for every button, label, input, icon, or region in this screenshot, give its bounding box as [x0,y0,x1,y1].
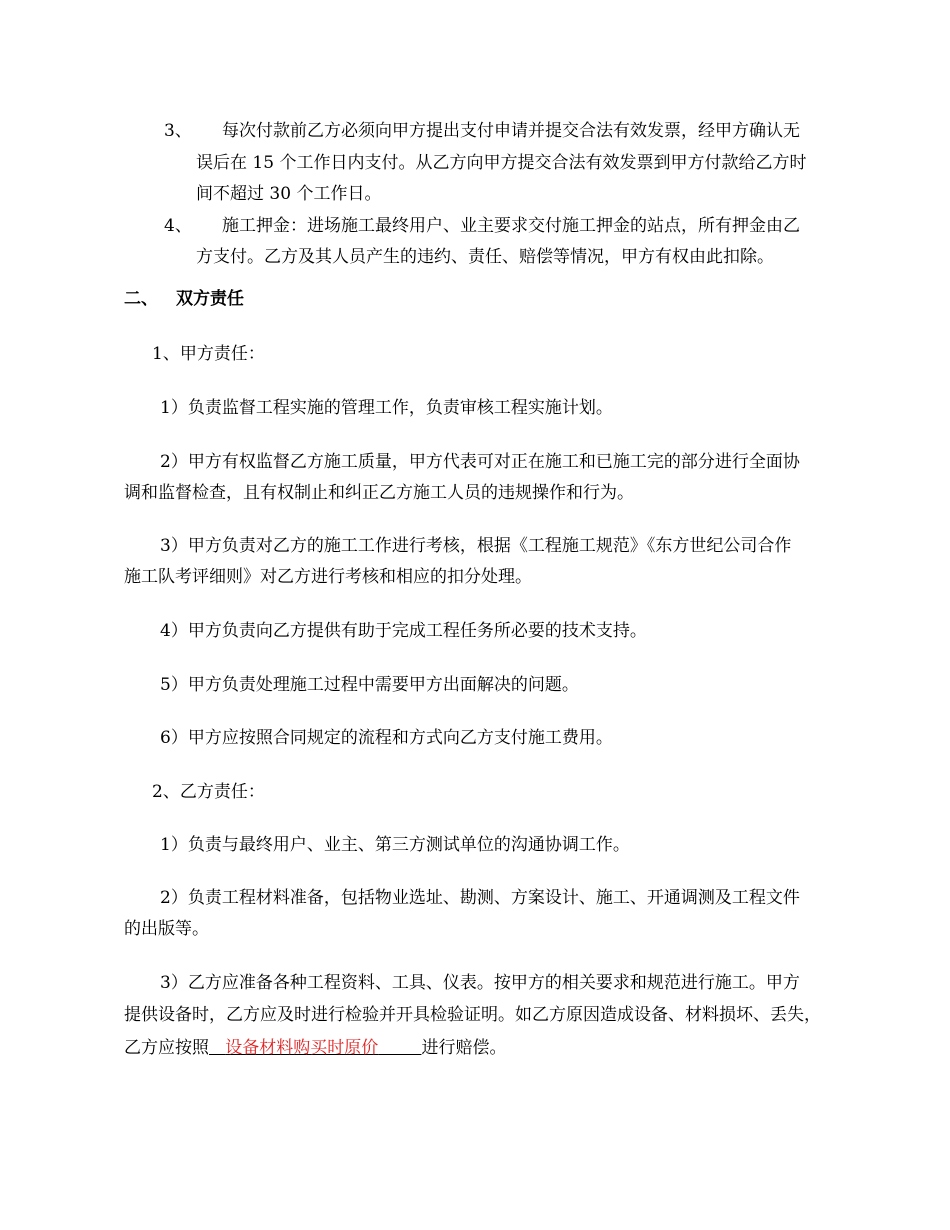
party-a-item-1: 1）负责监督工程实施的管理工作，负责审核工程实施计划。 [160,398,613,418]
clause-4-number: 4、 [164,216,192,236]
party-a-item-6: 6）甲方应按照合同规定的流程和方式向乙方支付施工费用。 [160,728,613,748]
party-a-item-3-line-1: 3）甲方负责对乙方的施工工作进行考核，根据《工程施工规范》《东方世纪公司合作 [160,536,792,556]
clause-4-text-1: 施工押金：进场施工最终用户、业主要求交付施工押金的站点，所有押金由乙 [222,216,800,236]
clause-3-line-1 [164,118,800,144]
fill-in-blank [209,1038,421,1058]
party-a-item-2-line-1: 2）甲方有权监督乙方施工质量，甲方代表可对正在施工和已施工完的部分进行全面协 [160,452,800,472]
party-a-item-4: 4）甲方负责向乙方提供有助于完成工程任务所必要的技术支持。 [160,621,647,641]
party-b-item-1: 1）负责与最终用户、业主、第三方测试单位的沟通协调工作。 [160,835,630,855]
party-b-item-2-line-1: 2）负责工程材料准备，包括物业选址、勘测、方案设计、施工、开通调测及工程文件 [160,888,800,908]
party-b-item-2-line-2: 的出版等。 [124,919,209,939]
party-a-item-2-line-2: 调和监督检查，且有权制止和纠正乙方施工人员的违规操作和行为。 [124,483,634,503]
party-b-item-3-prefix: 乙方应按照 [124,1038,209,1058]
party-a-heading: 1、甲方责任： [152,344,265,364]
party-a-item-5: 5）甲方负责处理施工过程中需要甲方出面解决的问题。 [160,675,579,695]
party-b-item-3-line-1: 3）乙方应准备各种工程资料、工具、仪表。按甲方的相关要求和规范进行施工。甲方 [160,973,800,993]
clause-3-number: 3、 [164,121,192,141]
clause-4-line-2: 方支付。乙方及其人员产生的违约、责任、赔偿等情况，甲方有权由此扣除。 [196,247,774,267]
section-2-heading [124,286,244,312]
fill-in-value: 设备材料购买时原价 [225,1038,379,1058]
clause-3-text-1: 每次付款前乙方必须向甲方提出支付申请并提交合法有效发票，经甲方确认无 [222,121,800,141]
section-2-number: 二、 [124,289,158,309]
party-a-item-3-line-2: 施工队考评细则》对乙方进行考核和相应的扣分处理。 [124,567,532,587]
party-b-item-3-line-2: 提供设备时，乙方应及时进行检验并开具检验证明。如乙方原因造成设备、材料损坏、丢失， [124,1005,821,1025]
party-b-heading: 2、乙方责任： [152,782,265,802]
clause-3-line-2: 误后在 15 个工作日内支付。从乙方向甲方提交合法有效发票到甲方付款给乙方时 [196,153,807,173]
party-b-item-3-line-3 [124,1035,506,1061]
clause-4-line-1 [164,213,800,239]
party-b-item-3-suffix: 进行赔偿。 [421,1038,507,1058]
clause-3-line-3: 间不超过 30 个工作日。 [196,184,382,204]
section-2-title: 双方责任 [176,289,244,309]
